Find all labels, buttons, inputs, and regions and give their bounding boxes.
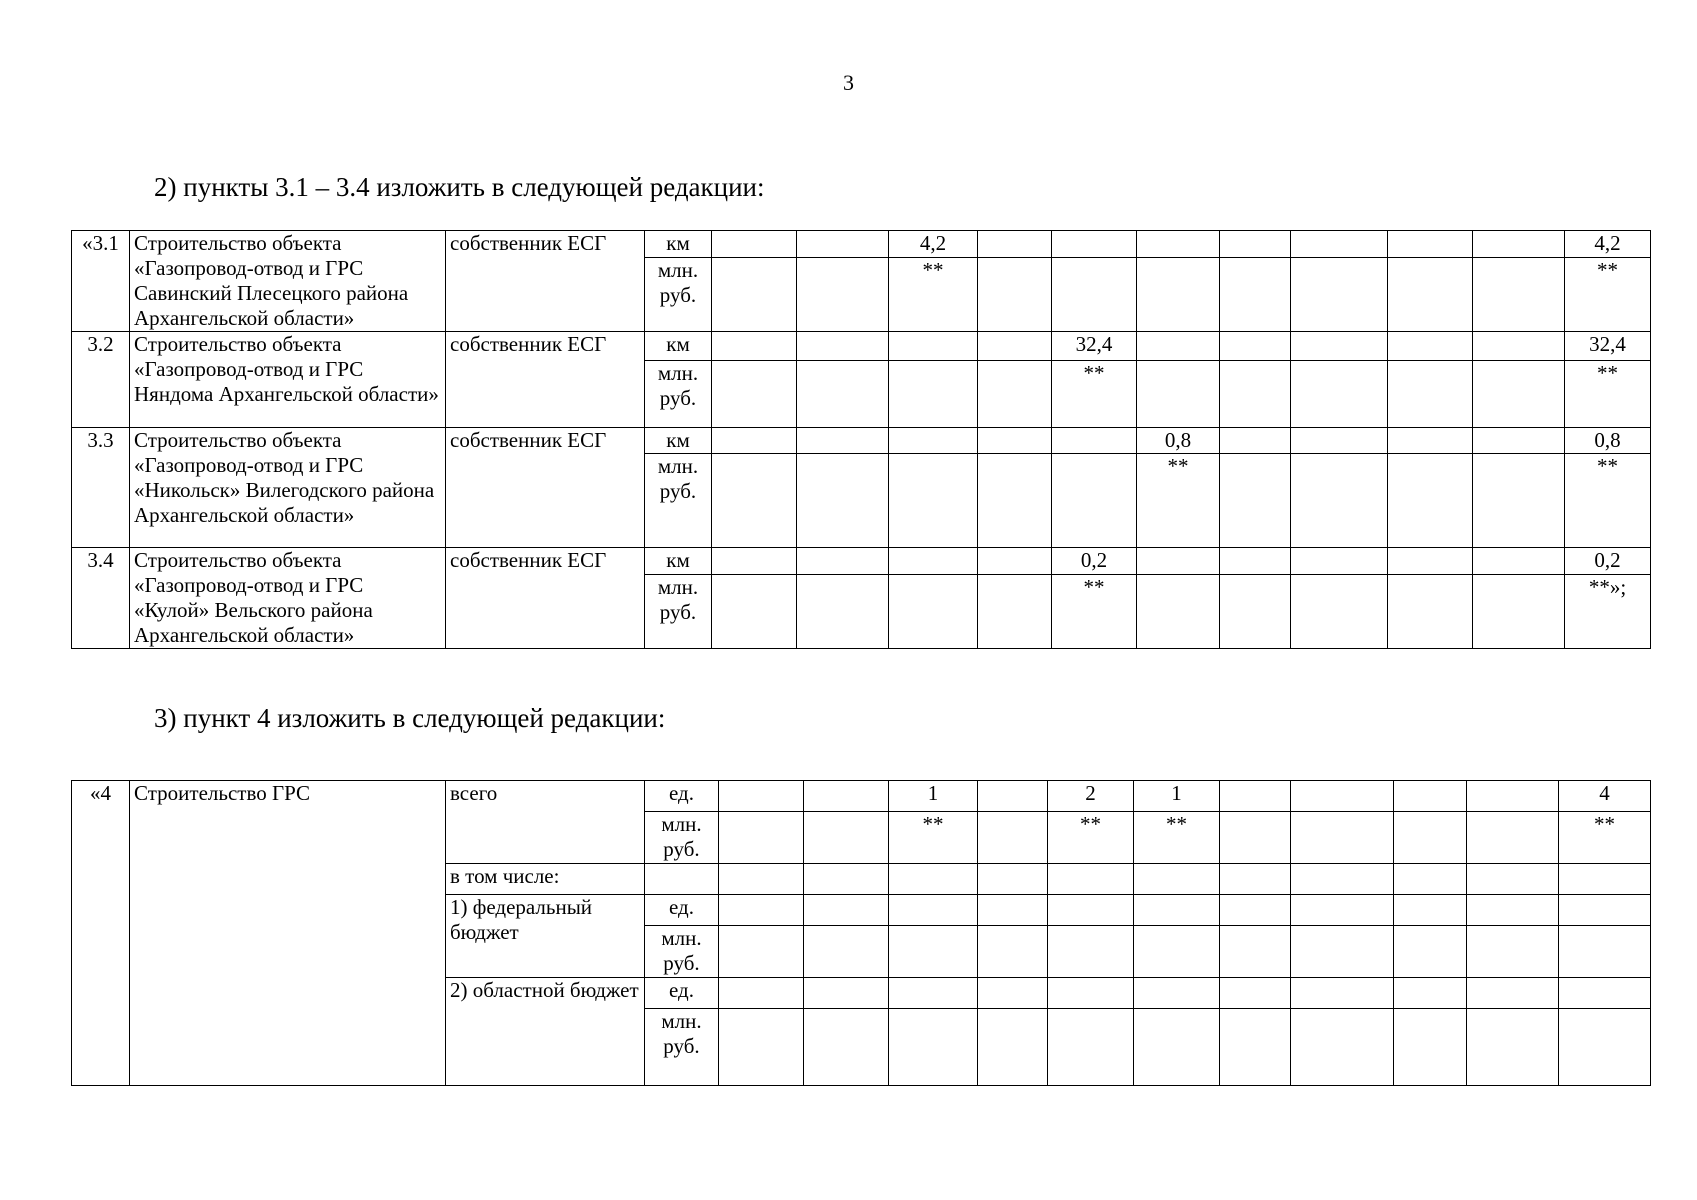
value-cell [1220,895,1291,926]
unit-money: млн. руб. [645,812,719,864]
value-cell [1134,895,1220,926]
table-row [72,781,1651,812]
unit-money: млн. руб. [645,1009,719,1086]
value-cell [1473,361,1565,428]
value-cell [1220,332,1291,361]
value-cell [1220,575,1291,649]
owner-cell: собственник ЕСГ [446,231,645,332]
value-cell [712,332,797,361]
value-cell [1220,781,1291,812]
value-cell [978,781,1048,812]
value-cell [889,332,978,361]
owner-cell: собственник ЕСГ [446,332,645,428]
value-cell: 4,2 [889,231,978,258]
point-4-table [71,780,1651,1086]
row-number: 3.2 [72,332,130,428]
value-cell [719,864,804,895]
value-cell [797,332,889,361]
value-cell: ** [1052,575,1137,649]
total-cell: 0,2 [1565,548,1651,575]
value-cell [978,575,1052,649]
value-cell [712,575,797,649]
value-cell [1388,361,1473,428]
value-cell [1134,864,1220,895]
value-cell [1220,864,1291,895]
row-number: «4 [72,781,130,1086]
object-name: Строительство объекта «Газопровод-отвод и ГРС Савинский Плесецкого района Архангельской области» [130,231,446,332]
value-cell [978,548,1052,575]
value-cell [719,895,804,926]
owner-cell: собственник ЕСГ [446,548,645,649]
value-cell: 1 [1134,781,1220,812]
value-cell [1291,1009,1394,1086]
value-cell [1388,575,1473,649]
value-cell [1291,978,1394,1009]
value-cell [1137,258,1220,332]
regional-budget-label: 2) областной бюджет [446,978,645,1086]
value-cell: ** [1137,454,1220,548]
value-cell [719,1009,804,1086]
unit-km: км [645,231,712,258]
value-cell [889,575,978,649]
value-cell: 32,4 [1052,332,1137,361]
value-cell [1137,361,1220,428]
value-cell [1291,812,1394,864]
total-cell: 4,2 [1565,231,1651,258]
value-cell [1559,895,1651,926]
value-cell [978,895,1048,926]
value-cell [1291,332,1388,361]
value-cell [804,781,889,812]
total-cell: 4 [1559,781,1651,812]
value-cell [1220,361,1291,428]
value-cell [712,231,797,258]
value-cell: ** [1048,812,1134,864]
value-cell [797,361,889,428]
object-name: Строительство объекта «Газопровод-отвод и ГРС «Никольск» Вилегодского района Архангельской области» [130,428,446,548]
value-cell [1134,926,1220,978]
value-cell [1220,548,1291,575]
value-cell [719,812,804,864]
value-cell [1220,258,1291,332]
unit-count: ед. [645,781,719,812]
value-cell [797,548,889,575]
total-cell: ** [1565,258,1651,332]
value-cell [1394,781,1467,812]
value-cell [1291,428,1388,454]
value-cell [1473,454,1565,548]
value-cell [712,548,797,575]
unit-money: млн. руб. [645,575,712,649]
value-cell [889,428,978,454]
value-cell [978,1009,1048,1086]
value-cell [804,978,889,1009]
value-cell [1052,454,1137,548]
value-cell [712,428,797,454]
unit-money: млн. руб. [645,926,719,978]
value-cell [1220,926,1291,978]
value-cell [804,864,889,895]
value-cell [978,454,1052,548]
table-row [72,231,1651,258]
value-cell [889,978,978,1009]
value-cell [1048,1009,1134,1086]
value-cell [1220,812,1291,864]
value-cell [1388,454,1473,548]
value-cell [1220,428,1291,454]
value-cell [1473,548,1565,575]
total-cell: **»; [1565,575,1651,649]
value-cell [804,926,889,978]
value-cell: 1 [889,781,978,812]
unit-count: ед. [645,895,719,926]
value-cell: 0,2 [1052,548,1137,575]
value-cell [1220,1009,1291,1086]
value-cell [1473,332,1565,361]
value-cell [1467,864,1559,895]
value-cell [1052,428,1137,454]
value-cell [1291,548,1388,575]
total-cell: 0,8 [1565,428,1651,454]
value-cell [1467,1009,1559,1086]
value-cell [804,1009,889,1086]
value-cell [1220,454,1291,548]
value-cell: ** [889,258,978,332]
value-cell [1220,978,1291,1009]
value-cell [1291,895,1394,926]
value-cell [1220,231,1291,258]
value-cell [1137,575,1220,649]
value-cell [1048,926,1134,978]
value-cell [1048,864,1134,895]
value-cell [1388,231,1473,258]
value-cell [797,231,889,258]
value-cell [1291,781,1394,812]
value-cell [1291,864,1394,895]
row-number: «3.1 [72,231,130,332]
value-cell [1473,428,1565,454]
value-cell [804,895,889,926]
value-cell [889,1009,978,1086]
including-label: в том числе: [446,864,645,895]
value-cell [797,428,889,454]
value-cell [1388,428,1473,454]
total-cell: ** [1565,361,1651,428]
value-cell [978,978,1048,1009]
value-cell [1291,258,1388,332]
object-name: Строительство ГРС [130,781,446,1086]
value-cell [797,454,889,548]
value-cell [889,548,978,575]
value-cell [797,575,889,649]
value-cell [1467,978,1559,1009]
value-cell: 2 [1048,781,1134,812]
unit-empty [645,864,719,895]
section-heading-points-3: 2) пункты 3.1 – 3.4 изложить в следующей редакции: [154,172,765,202]
value-cell [1291,231,1388,258]
value-cell [978,332,1052,361]
unit-money: млн. руб. [645,454,712,548]
federal-budget-label: 1) федеральный бюджет [446,895,645,978]
value-cell [889,895,978,926]
value-cell [1134,978,1220,1009]
unit-km: км [645,428,712,454]
value-cell [1137,548,1220,575]
value-cell [1394,978,1467,1009]
value-cell: 0,8 [1137,428,1220,454]
value-cell [1559,926,1651,978]
value-cell [1467,926,1559,978]
value-cell [1137,231,1220,258]
object-name: Строительство объекта «Газопровод-отвод и ГРС Няндома Архангельской области» [130,332,446,428]
points-3-table [71,230,1651,649]
value-cell [1473,231,1565,258]
row-number: 3.3 [72,428,130,548]
value-cell [1394,926,1467,978]
value-cell [712,258,797,332]
value-cell [889,361,978,428]
unit-km: км [645,548,712,575]
value-cell [1394,812,1467,864]
page-number: 3 [843,70,854,95]
value-cell [978,258,1052,332]
value-cell [978,812,1048,864]
table-row [72,332,1651,361]
total-cell: 32,4 [1565,332,1651,361]
section-heading-point-4: 3) пункт 4 изложить в следующей редакции: [154,703,666,733]
value-cell [1394,864,1467,895]
value-cell [1048,978,1134,1009]
row-number: 3.4 [72,548,130,649]
value-cell [1559,864,1651,895]
value-cell [719,978,804,1009]
table-row [72,428,1651,454]
value-cell [978,926,1048,978]
value-cell [1559,1009,1651,1086]
value-cell [1473,575,1565,649]
value-cell [1394,895,1467,926]
object-name: Строительство объекта «Газопровод-отвод и ГРС «Кулой» Вельского района Архангельской области» [130,548,446,649]
unit-count: ед. [645,978,719,1009]
value-cell: ** [1052,361,1137,428]
value-cell [889,864,978,895]
value-cell [1291,361,1388,428]
value-cell [1291,575,1388,649]
value-cell [719,781,804,812]
value-cell [804,812,889,864]
total-cell: ** [1565,454,1651,548]
owner-cell: собственник ЕСГ [446,428,645,548]
value-cell [1048,895,1134,926]
value-cell [1291,926,1394,978]
unit-money: млн. руб. [645,258,712,332]
table-row [72,548,1651,575]
value-cell [889,454,978,548]
value-cell: ** [1134,812,1220,864]
value-cell [1052,231,1137,258]
value-cell [1137,332,1220,361]
value-cell [1559,978,1651,1009]
value-cell [1134,1009,1220,1086]
value-cell [712,361,797,428]
value-cell [1473,258,1565,332]
value-cell [1394,1009,1467,1086]
value-cell: ** [889,812,978,864]
value-cell [1467,895,1559,926]
value-cell [978,361,1052,428]
value-cell [889,926,978,978]
value-cell [719,926,804,978]
value-cell [797,258,889,332]
value-cell [1467,812,1559,864]
total-cell: ** [1559,812,1651,864]
value-cell [1388,548,1473,575]
value-cell [978,428,1052,454]
value-cell [978,864,1048,895]
value-cell [1052,258,1137,332]
value-cell [712,454,797,548]
unit-money: млн. руб. [645,361,712,428]
unit-km: км [645,332,712,361]
value-cell [1467,781,1559,812]
value-cell [978,231,1052,258]
value-cell [1388,258,1473,332]
funding-total-label: всего [446,781,645,864]
value-cell [1388,332,1473,361]
value-cell [1291,454,1388,548]
